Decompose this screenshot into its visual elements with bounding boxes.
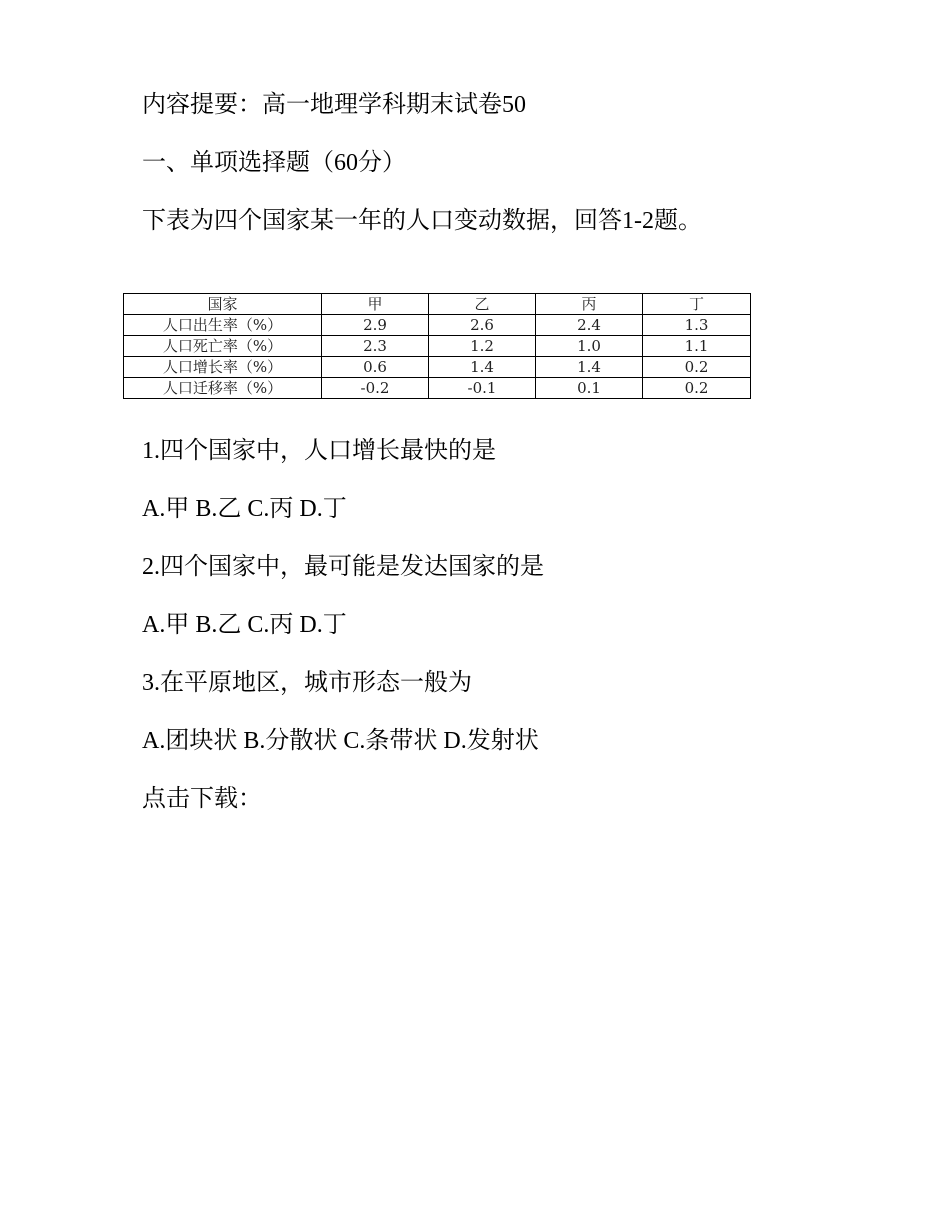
section-title: 一、单项选择题（60分）	[142, 150, 406, 176]
question-1-option-a: A.甲	[142, 496, 190, 522]
table-cell: 0.2	[643, 378, 751, 399]
table-intro: 下表为四个国家某一年的人口变动数据，回答1-2题。	[142, 208, 702, 234]
table-cell: 2.6	[429, 315, 536, 336]
table-header-cell: 乙	[429, 294, 536, 315]
table-row	[124, 336, 751, 357]
table-row-label: 人口出生率（%）	[124, 315, 322, 336]
table-cell: 1.4	[536, 357, 643, 378]
table-row-label: 人口迁移率（%）	[124, 378, 322, 399]
table-row	[124, 357, 751, 378]
question-1-option-b: B.乙	[195, 496, 242, 522]
table-cell: 1.4	[429, 357, 536, 378]
table-header-cell: 丁	[643, 294, 751, 315]
table-cell: -0.1	[429, 378, 536, 399]
question-2-option-b: B.乙	[195, 612, 242, 638]
table-header-cell: 丙	[536, 294, 643, 315]
table-cell: 2.9	[322, 315, 429, 336]
question-2-stem: 2.四个国家中，最可能是发达国家的是	[142, 554, 544, 580]
table-cell: 0.6	[322, 357, 429, 378]
question-1-stem: 1.四个国家中，人口增长最快的是	[142, 438, 496, 464]
summary-line: 内容提要：高一地理学科期末试卷50	[142, 92, 526, 118]
table-cell: 0.2	[643, 357, 751, 378]
question-2-option-c: C.丙	[247, 612, 294, 638]
table-cell: 1.1	[643, 336, 751, 357]
question-3-option-c: C.条带状	[343, 728, 438, 754]
table-row-label: 人口死亡率（%）	[124, 336, 322, 357]
question-3-option-a: A.团块状	[142, 728, 238, 754]
table-header-cell: 甲	[322, 294, 429, 315]
question-1-option-c: C.丙	[247, 496, 294, 522]
table-cell: 2.3	[322, 336, 429, 357]
table-row-label: 人口增长率（%）	[124, 357, 322, 378]
question-3-options	[142, 726, 539, 756]
question-1-options	[142, 494, 347, 524]
table-cell: -0.2	[322, 378, 429, 399]
question-1-option-d: D.丁	[299, 496, 347, 522]
table-cell: 1.3	[643, 315, 751, 336]
table-header-row	[124, 294, 751, 315]
table-row	[124, 378, 751, 399]
population-table	[123, 293, 751, 399]
question-3-stem: 3.在平原地区，城市形态一般为	[142, 670, 472, 696]
table-cell: 2.4	[536, 315, 643, 336]
download-link[interactable]: 点击下载：	[142, 786, 262, 812]
table-cell: 0.1	[536, 378, 643, 399]
question-2-option-a: A.甲	[142, 612, 190, 638]
question-2-options	[142, 610, 347, 640]
table-cell: 1.2	[429, 336, 536, 357]
question-3-option-b: B.分散状	[243, 728, 338, 754]
question-3-option-d: D.发射状	[443, 728, 539, 754]
table-header-cell: 国家	[124, 294, 322, 315]
table-cell: 1.0	[536, 336, 643, 357]
question-2-option-d: D.丁	[299, 612, 347, 638]
table-row	[124, 315, 751, 336]
